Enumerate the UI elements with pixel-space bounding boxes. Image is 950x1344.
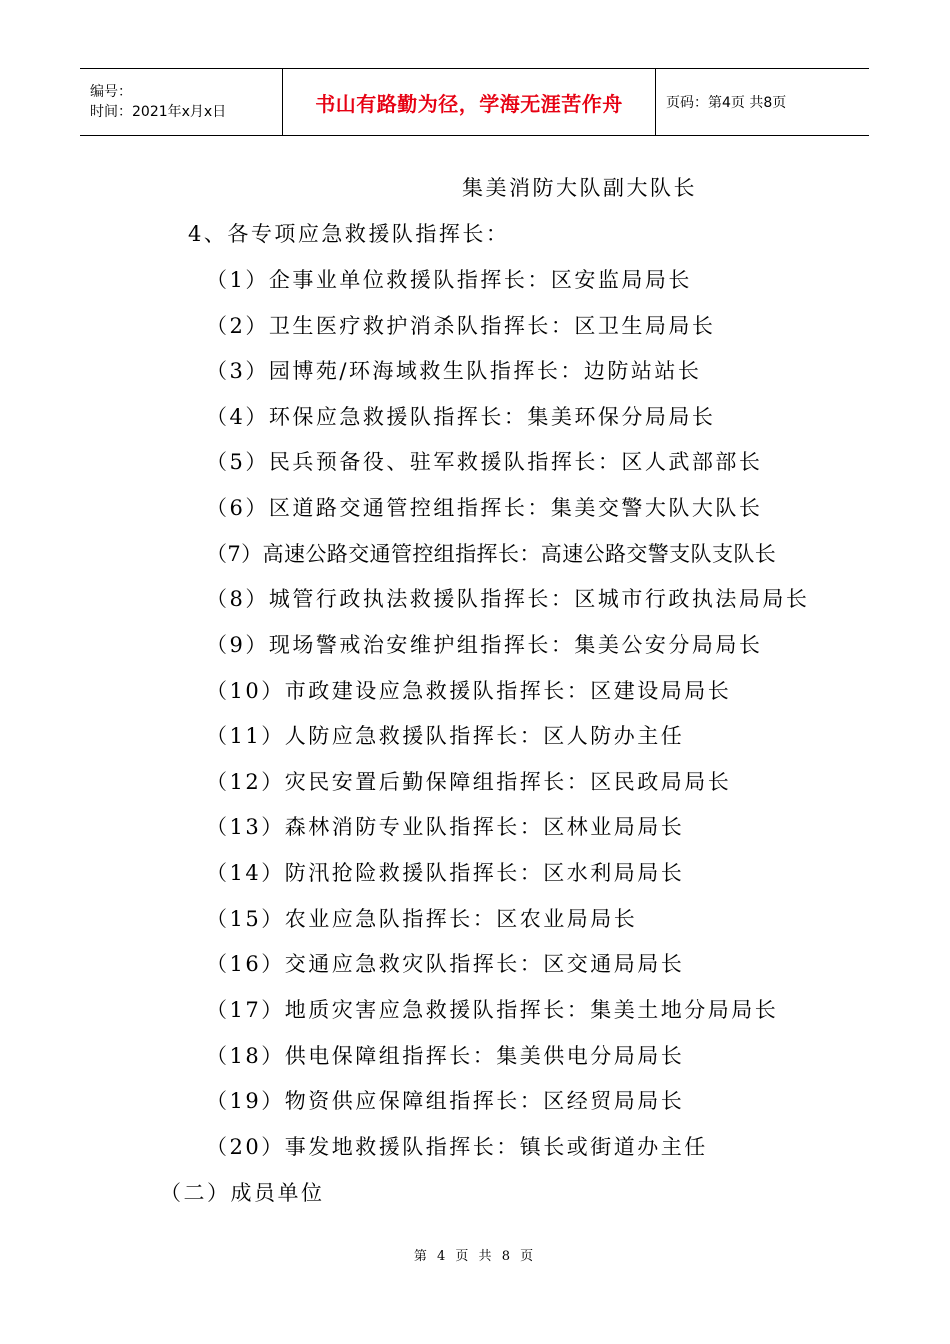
footer-page-number: 第 4 页 共 8 页: [413, 1249, 537, 1264]
list-item: （9）现场警戒治安维护组指挥长：集美公安分局局长: [206, 633, 763, 657]
header-page-info: [656, 69, 869, 135]
list-item: （12）灾民安置后勤保障组指挥长：区民政局局长: [206, 770, 732, 794]
date-label: 时间：2021年x月x日: [90, 104, 227, 120]
body-line-deputy-captain: 集美消防大队副大队长: [462, 176, 697, 200]
page-footer: [0, 1245, 950, 1264]
page-label: 页码：第4页 共8页: [666, 95, 787, 111]
header-motto: [282, 69, 656, 135]
list-item: （14）防汛抢险救援队指挥长：区水利局局长: [206, 861, 685, 885]
header-table: [80, 68, 869, 136]
list-item: （11）人防应急救援队指挥长：区人防办主任: [206, 724, 685, 748]
number-label: 编号：: [90, 84, 132, 100]
list-item: （2）卫生医疗救护消杀队指挥长：区卫生局局长: [206, 314, 716, 338]
list-item: （1）企事业单位救援队指挥长：区安监局局长: [206, 268, 692, 292]
section-heading-member-units: （二）成员单位: [160, 1181, 325, 1205]
section-heading-commanders: 4、各专项应急救援队指挥长：: [188, 222, 510, 246]
list-item: （19）物资供应保障组指挥长：区经贸局局长: [206, 1089, 685, 1113]
list-item: （10）市政建设应急救援队指挥长：区建设局局长: [206, 679, 732, 703]
motto-text: 书山有路勤为径，学海无涯苦作舟: [315, 91, 623, 116]
list-item: （13）森林消防专业队指挥长：区林业局局长: [206, 815, 685, 839]
list-item: （8）城管行政执法救援队指挥长：区城市行政执法局局长: [206, 587, 810, 611]
list-item: （16）交通应急救灾队指挥长：区交通局局长: [206, 952, 685, 976]
list-item: （6）区道路交通管控组指挥长：集美交警大队大队长: [206, 496, 763, 520]
list-item: （3）园博苑/环海域救生队指挥长：边防站站长: [206, 359, 702, 383]
list-item: （17）地质灾害应急救援队指挥长：集美土地分局局长: [206, 998, 779, 1022]
list-item: （5）民兵预备役、驻军救援队指挥长：区人武部部长: [206, 450, 763, 474]
list-item: （15）农业应急队指挥长：区农业局局长: [206, 907, 638, 931]
list-item: （4）环保应急救援队指挥长：集美环保分局局长: [206, 405, 716, 429]
list-item: （18）供电保障组指挥长：集美供电分局局长: [206, 1044, 685, 1068]
list-item: （7）高速公路交通管控组指挥长：高速公路交警支队支队长: [206, 542, 777, 566]
list-item: （20）事发地救援队指挥长：镇长或街道办主任: [206, 1135, 708, 1159]
header-meta: [80, 69, 282, 135]
